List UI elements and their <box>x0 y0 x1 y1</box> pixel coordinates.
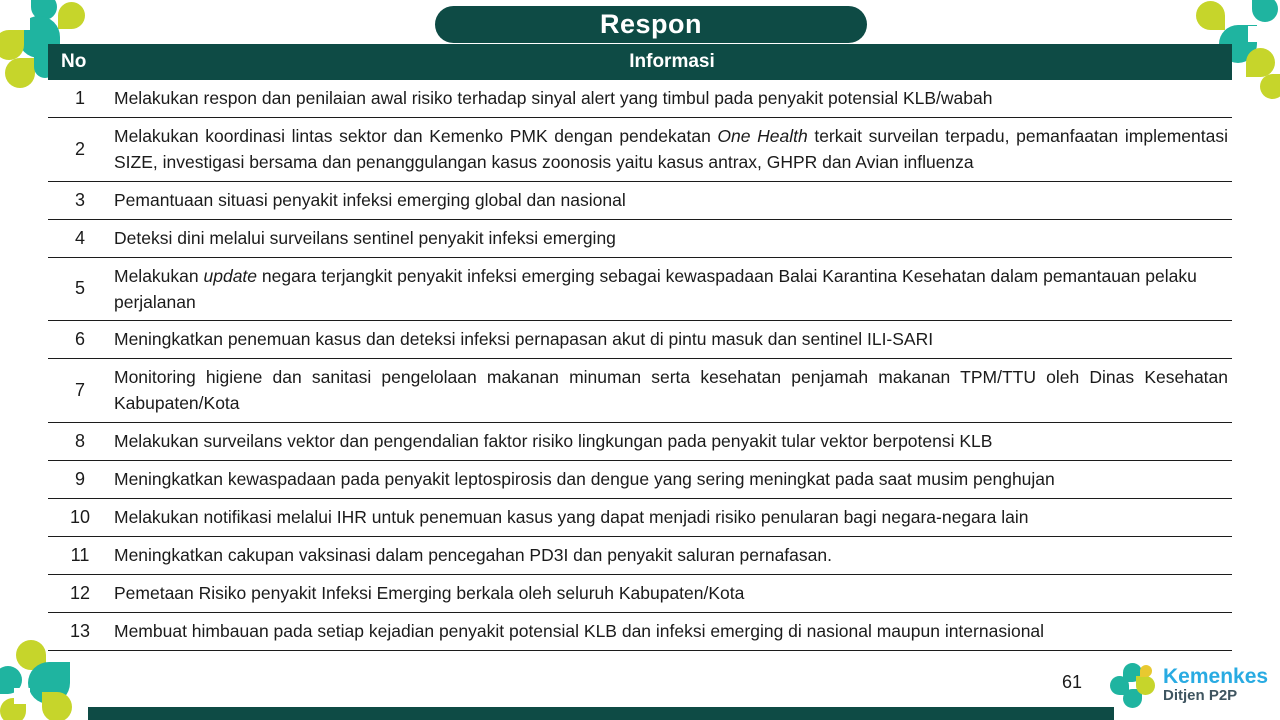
row-number: 4 <box>74 227 85 248</box>
petal-icon <box>1260 74 1280 99</box>
row-number: 5 <box>74 278 85 299</box>
kemenkes-flower-icon <box>1110 662 1156 708</box>
row-text-segment: terkait surveilan terpadu, pemanfaatan implementasi SIZE, investigasi bersama dan penanggulangan kasus zoonosis yaitu kasus antrax, GHPR dan Avian influenza <box>114 126 1228 173</box>
row-number: 7 <box>74 379 85 400</box>
table-row <box>48 499 1232 537</box>
row-text <box>112 537 1232 573</box>
table-row <box>48 321 1232 359</box>
row-text-segment: Monitoring higiene dan sanitasi pengelolaan makanan minuman serta kesehatan penjamah makanan TPM/TTU oleh Dinas Kesehatan Kabupaten/Kota <box>114 367 1228 414</box>
row-text-segment: Melakukan <box>114 265 204 286</box>
logo-petal <box>1136 676 1155 695</box>
table-row <box>48 423 1232 461</box>
row-text <box>112 118 1232 181</box>
row-text-italic: One Health <box>717 126 808 146</box>
logo-text <box>1163 666 1268 704</box>
row-text <box>112 423 1232 459</box>
row-text-segment: Meningkatkan penemuan kasus dan deteksi infeksi pernapasan akut di pintu masuk dan sentinel ILI-SARI <box>114 329 934 350</box>
row-number: 2 <box>74 138 85 159</box>
table-row <box>48 359 1232 423</box>
row-number: 1 <box>74 88 85 108</box>
row-text <box>112 321 1232 357</box>
table-row <box>48 182 1232 220</box>
petal-gap <box>14 688 30 704</box>
slide-title: Respon <box>435 6 867 43</box>
row-text <box>112 182 1232 218</box>
row-text-segment: Pemantuaan situasi penyakit infeksi emerging global dan nasional <box>114 189 626 210</box>
table-header-row <box>48 44 1232 80</box>
page-number: 61 <box>1062 672 1083 692</box>
row-text <box>112 613 1232 649</box>
petal-icon <box>1246 48 1275 77</box>
petal-icon <box>5 58 35 88</box>
table-row <box>48 258 1232 322</box>
table-row <box>48 613 1232 651</box>
petal-gap <box>1248 26 1264 42</box>
column-header-informasi: Informasi <box>629 51 715 72</box>
row-number: 3 <box>74 189 85 210</box>
row-number: 8 <box>74 430 85 451</box>
logo-petal <box>1140 665 1152 677</box>
row-text-segment: Melakukan koordinasi lintas sektor dan Kemenko PMK dengan pendekatan <box>114 126 718 146</box>
row-text-segment: Deteksi dini melalui surveilans sentinel penyakit infeksi emerging <box>114 227 616 248</box>
petal-icon <box>1196 1 1225 30</box>
logo-name: Kemenkes <box>1163 665 1269 689</box>
petal-gap <box>12 12 30 30</box>
row-text-segment: Membuat himbauan pada setiap kejadian penyakit potensial KLB dan infeksi emerging di nasional maupun internasional <box>114 620 1045 641</box>
row-text <box>112 80 1232 116</box>
row-text <box>112 258 1232 321</box>
petal-icon <box>0 30 24 60</box>
petal-icon <box>1252 0 1278 22</box>
row-text-segment: Meningkatkan cakupan vaksinasi dalam pencegahan PD3I dan penyakit saluran pernafasan. <box>114 544 832 565</box>
petal-icon <box>58 2 85 29</box>
table-row <box>48 537 1232 575</box>
kemenkes-logo <box>1110 662 1268 708</box>
row-text-segment: Melakukan respon dan penilaian awal risiko terhadap sinyal alert yang timbul pada penyakit potensial KLB/wabah <box>114 88 993 109</box>
row-text-italic: update <box>203 265 258 286</box>
bottom-accent-bar <box>88 707 1114 720</box>
row-text-segment: Melakukan surveilans vektor dan pengendalian faktor risiko lingkungan pada penyakit tular vektor berpotensi KLB <box>114 430 993 451</box>
petal-icon <box>42 692 72 720</box>
row-text-segment: Pemetaan Risiko penyakit Infeksi Emerging berkala oleh seluruh Kabupaten/Kota <box>114 582 745 603</box>
row-text <box>112 359 1232 422</box>
table-row <box>48 575 1232 613</box>
row-number: 13 <box>69 620 91 641</box>
table-row <box>48 118 1232 182</box>
column-header-no: No <box>61 51 87 72</box>
row-text-segment: Meningkatkan kewaspadaan pada penyakit leptospirosis dan dengue yang sering meningkat pada saat musim penghujan <box>114 468 1055 489</box>
row-number: 9 <box>74 468 85 489</box>
info-table <box>48 44 1232 651</box>
table-row <box>48 80 1232 118</box>
row-text <box>112 575 1232 611</box>
logo-subtitle: Ditjen P2P <box>1163 687 1238 705</box>
table-row <box>48 220 1232 258</box>
row-number: 11 <box>70 544 90 565</box>
row-number: 6 <box>74 329 85 349</box>
row-text-segment: Melakukan notifikasi melalui IHR untuk penemuan kasus yang dapat menjadi risiko penularan bagi negara-negara lain <box>114 506 1029 527</box>
row-text-segment: negara terjangkit penyakit infeksi emerging sebagai kewaspadaan Balai Karantina Kesehatan dalam pemantauan pelaku perjalanan <box>114 265 1197 312</box>
row-number: 10 <box>69 506 91 527</box>
row-text <box>112 461 1232 497</box>
row-text <box>112 220 1232 256</box>
row-text <box>112 499 1232 535</box>
row-number: 12 <box>69 582 91 603</box>
table-row <box>48 461 1232 499</box>
